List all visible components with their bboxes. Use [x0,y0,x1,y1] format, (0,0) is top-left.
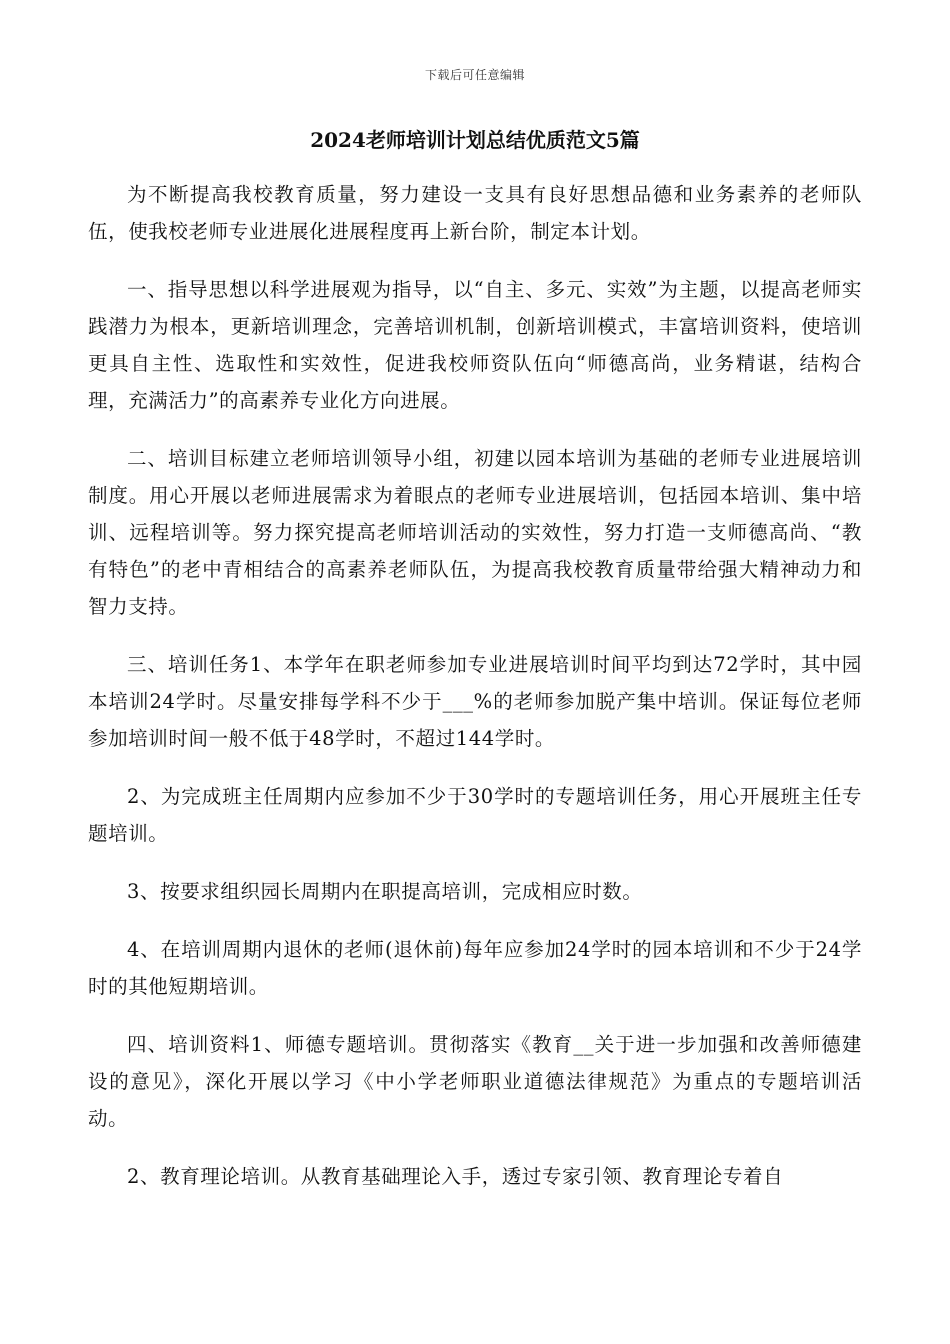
paragraph-training-goals: 二、培训目标建立老师培训领导小组，初建以园本培训为基础的老师专业进展培训制度。用心开展以老师进展需求为着眼点的老师专业进展培训，包括园本培训、集中培训、远程培训等。努力探究提高老师培训活动的实效性，努力打造一支师德高尚、“教有特色”的老中青相结合的高素养老师队伍，为提高我校教育质量带给强大精神动力和智力支持。 [88,447,862,618]
paragraph-task-2: 2、为完成班主任周期内应参加不少于30学时的专题培训任务，用心开展班主任专题培训。 [88,785,862,845]
document-title: 2024老师培训计划总结优质范文5篇 [310,128,640,152]
paragraph-training-materials: 四、培训资料1、师德专题培训。贯彻落实《教育__关于进一步加强和改善师德建设的意见》，深化开展以学习《中小学老师职业道德法律规范》为重点的专题培训活动。 [88,1033,862,1130]
paragraph-training-tasks: 三、培训任务1、本学年在职老师参加专业进展培训时间平均到达72学时，其中园本培训24学时。尽量安排每学科不少于___%的老师参加脱产集中培训。保证每位老师参加培训时间一般不低于48学时，不超过144学时。 [88,653,862,750]
paragraph-task-3: 3、按要求组织园长周期内在职提高培训，完成相应时数。 [127,880,643,903]
paragraph-task-4: 4、在培训周期内退休的老师(退休前)每年应参加24学时的园本培训和不少于24学时的其他短期培训。 [88,938,862,998]
paragraph-intro: 为不断提高我校教育质量，努力建设一支具有良好思想品德和业务素养的老师队伍，使我校老师专业进展化进展程度再上新台阶，制定本计划。 [88,183,862,243]
paragraph-guiding-ideology: 一、指导思想以科学进展观为指导，以“自主、多元、实效”为主题，以提高老师实践潜力为根本，更新培训理念，完善培训机制，创新培训模式，丰富培训资料，使培训更具自主性、选取性和实效性，促进我校师资队伍向“师德高尚，业务精谌，结构合理，充满活力”的高素养专业化方向进展。 [88,278,862,412]
paragraph-theory-training: 2、教育理论培训。从教育基础理论入手，透过专家引领、教育理论专着自 [127,1165,784,1188]
document-body [88,176,862,1216]
header-note: 下载后可任意编辑 [424,68,525,82]
